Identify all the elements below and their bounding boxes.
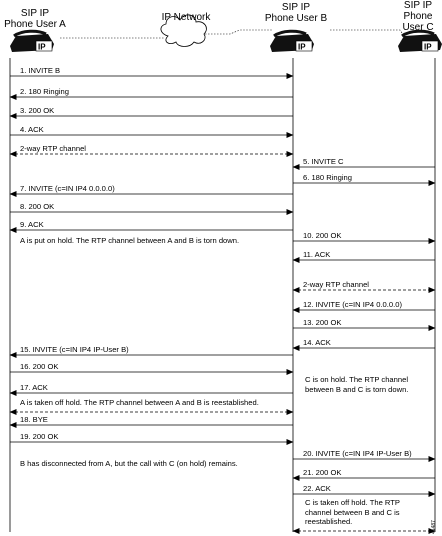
header-phone-user-a	[0, 8, 70, 30]
header-phone-a-line1: SIP IP	[20, 8, 50, 19]
phone-c-badge: IP	[424, 42, 432, 52]
message-label: 17. ACK	[20, 383, 48, 392]
header-phone-a-line2: Phone User A	[4, 19, 66, 30]
message-label: 10. 200 OK	[303, 231, 342, 240]
header-phone-user-c	[396, 0, 440, 33]
message-label: 7. INVITE (c=IN IP4 0.0.0.0)	[20, 184, 115, 193]
message-label: 2. 180 Ringing	[20, 87, 69, 96]
note-b-disconnected: B has disconnected from A, but the call with C (on hold) remains.	[20, 459, 238, 468]
note-c-off-hold-line2: channel between B and C is	[305, 507, 400, 517]
message-label: 2-way RTP channel	[303, 280, 369, 289]
phone-a-badge: IP	[38, 42, 46, 52]
header-phone-c-line2: Phone	[403, 11, 433, 22]
message-label: 20. INVITE (c=IN IP4 IP-User B)	[303, 449, 412, 458]
message-label: 2-way RTP channel	[20, 144, 86, 153]
header-phone-b-line2: Phone User B	[264, 13, 328, 24]
header-phone-c-line1: SIP IP	[403, 0, 433, 11]
message-label: 11. ACK	[303, 250, 331, 259]
phone-b-icon	[270, 31, 314, 52]
figure-reference-number: 41487	[431, 520, 437, 534]
note-c-off-hold	[305, 498, 431, 527]
message-label: 14. ACK	[303, 338, 331, 347]
message-label: 5. INVITE C	[303, 157, 344, 166]
header-ip-network	[150, 12, 222, 23]
note-c-on-hold-line2: between B and C is torn down.	[305, 384, 409, 394]
message-label: 13. 200 OK	[303, 318, 342, 327]
message-label: 1. INVITE B	[20, 66, 61, 75]
message-label: 6. 180 Ringing	[303, 173, 352, 182]
note-c-on-hold-line1: C is on hold. The RTP channel	[305, 375, 409, 384]
message-label: 8. 200 OK	[20, 202, 55, 211]
header-phone-user-b	[258, 2, 334, 24]
message-label: 18. BYE	[20, 415, 48, 424]
message-label: 16. 200 OK	[20, 362, 59, 371]
note-c-on-hold	[305, 375, 439, 394]
note-c-off-hold-line1: C is taken off hold. The RTP	[305, 498, 400, 507]
message-label: 15. INVITE (c=IN IP4 IP-User B)	[20, 345, 129, 354]
note-a-off-hold: A is taken off hold. The RTP channel between A and B is reestablished.	[20, 398, 259, 407]
message-label: 22. ACK	[303, 484, 331, 493]
phone-a-icon	[10, 31, 54, 52]
header-network-label: IP Network	[161, 12, 211, 23]
message-label: 19. 200 OK	[20, 432, 59, 441]
phone-b-badge: IP	[298, 42, 306, 52]
header-phone-c-line3: User C	[402, 22, 434, 33]
message-label: 21. 200 OK	[303, 468, 342, 477]
header-phone-b-line1: SIP IP	[281, 2, 311, 13]
phone-c-icon	[398, 31, 442, 52]
message-label: 9. ACK	[20, 220, 44, 229]
message-label: 12. INVITE (c=IN IP4 0.0.0.0)	[303, 300, 402, 309]
network-connection-line	[60, 30, 404, 38]
message-label: 4. ACK	[20, 125, 44, 134]
note-a-on-hold: A is put on hold. The RTP channel between A and B is torn down.	[20, 236, 240, 245]
message-label: 3. 200 OK	[20, 106, 55, 115]
note-c-off-hold-line3: reestablished.	[305, 517, 353, 526]
